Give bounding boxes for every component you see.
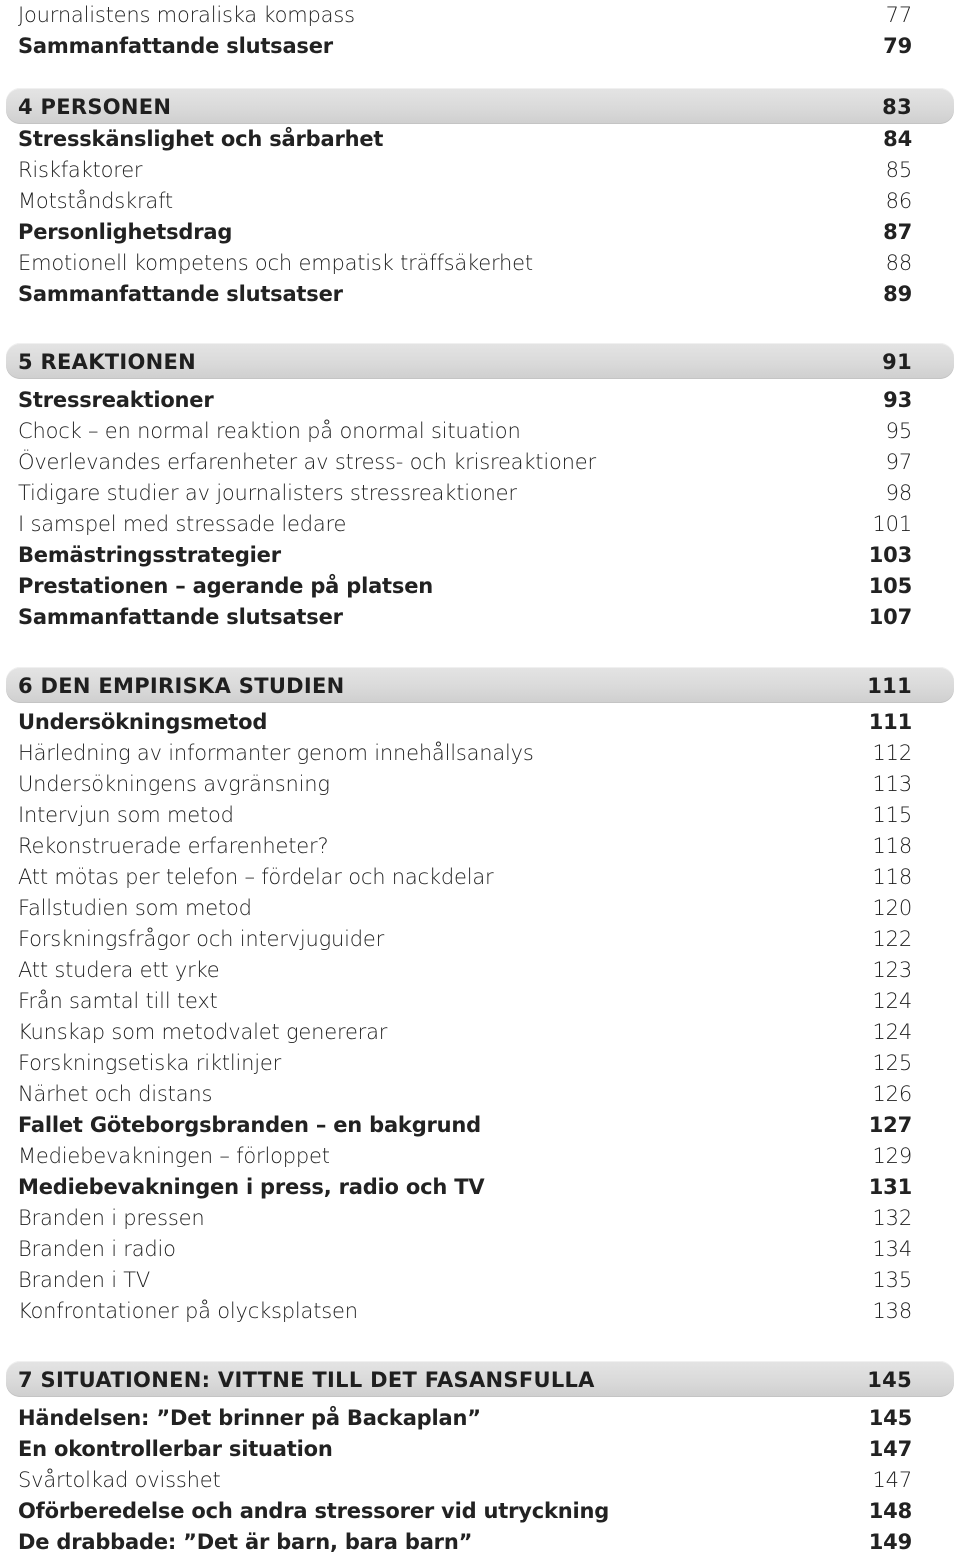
toc-entry-page: 122 — [872, 926, 912, 951]
toc-entry-title: Forskningsetiska riktlinjer — [18, 1050, 282, 1075]
toc-row — [18, 985, 912, 1016]
toc-row — [18, 768, 912, 799]
toc-row — [18, 1109, 912, 1140]
toc-entry-page: 97 — [885, 449, 912, 474]
toc-entry-page: 93 — [883, 387, 912, 412]
toc-row — [18, 1016, 912, 1047]
toc-entry-title: Forskningsfrågor och intervjuguider — [18, 926, 385, 951]
toc-row — [18, 446, 912, 477]
toc-chapter-row — [18, 1364, 912, 1395]
toc-row — [18, 1233, 912, 1264]
toc-entry-title: Mediebevakningen i press, radio och TV — [18, 1174, 485, 1199]
toc-entry-page: 145 — [868, 1405, 912, 1430]
toc-row — [18, 861, 912, 892]
toc-row — [18, 737, 912, 768]
toc-row — [18, 923, 912, 954]
toc-entry-page: 148 — [868, 1498, 912, 1523]
toc-entry-page: 118 — [872, 833, 912, 858]
toc-row — [18, 1495, 912, 1526]
toc-row — [18, 477, 912, 508]
toc-entry-title: Oförberedelse och andra stressorer vid utryckning — [18, 1498, 610, 1523]
toc-entry-title: Rekonstruerade erfarenheter? — [18, 833, 329, 858]
toc-row — [18, 830, 912, 861]
toc-entry-title: Personlighetsdrag — [18, 219, 233, 244]
toc-row — [18, 539, 912, 570]
toc-entry-page: 147 — [868, 1436, 912, 1461]
toc-entry-title: Riskfaktorer — [18, 157, 143, 182]
toc-entry-title: 7 SITUATIONEN: VITTNE TILL DET FASANSFULLA — [18, 1367, 595, 1392]
toc-entry-title: Stresskänslighet och sårbarhet — [18, 126, 384, 151]
toc-entry-title: Fallet Göteborgsbranden – en bakgrund — [18, 1112, 482, 1137]
toc-entry-page: 84 — [883, 126, 912, 151]
toc-entry-page: 86 — [885, 188, 912, 213]
toc-row — [18, 1202, 912, 1233]
toc-entry-title: De drabbade: ”Det är barn, bara barn” — [18, 1529, 473, 1554]
toc-entry-page: 103 — [868, 542, 912, 567]
toc-entry-page: 129 — [872, 1143, 912, 1168]
toc-row — [18, 30, 912, 61]
toc-entry-page: 124 — [872, 1019, 912, 1044]
toc-entry-page: 147 — [872, 1467, 912, 1492]
toc-row — [18, 601, 912, 632]
toc-entry-title: Undersökningens avgränsning — [18, 771, 330, 796]
toc-entry-page: 115 — [872, 802, 912, 827]
toc-row — [18, 570, 912, 601]
toc-entry-page: 120 — [872, 895, 912, 920]
toc-entry-title: Emotionell kompetens och empatisk träffsäkerhet — [18, 250, 533, 275]
toc-entry-title: Sammanfattande slutsatser — [18, 281, 343, 306]
toc-entry-page: 98 — [885, 480, 912, 505]
toc-entry-title: Överlevandes erfarenheter av stress- och krisreaktioner — [18, 449, 596, 474]
toc-entry-page: 131 — [868, 1174, 912, 1199]
toc-entry-page: 132 — [872, 1205, 912, 1230]
toc-entry-page: 101 — [872, 511, 912, 536]
toc-row — [18, 706, 912, 737]
toc-row — [18, 1171, 912, 1202]
toc-entry-title: Prestationen – agerande på platsen — [18, 573, 433, 598]
toc-entry-title: Konfrontationer på olycksplatsen — [18, 1298, 358, 1323]
toc-row — [18, 1140, 912, 1171]
toc-row — [18, 278, 912, 309]
toc-entry-page: 123 — [872, 957, 912, 982]
toc-entry-title: En okontrollerbar situation — [18, 1436, 333, 1461]
toc-entry-page: 77 — [885, 2, 912, 27]
toc-row — [18, 185, 912, 216]
toc-entry-page: 125 — [872, 1050, 912, 1075]
toc-row — [18, 415, 912, 446]
toc-entry-page: 126 — [872, 1081, 912, 1106]
toc-entry-page: 149 — [868, 1529, 912, 1554]
toc-row — [18, 954, 912, 985]
toc-entry-title: Journalistens moraliska kompass — [18, 2, 355, 27]
toc-entry-title: Stressreaktioner — [18, 387, 214, 412]
toc-entry-title: Från samtal till text — [18, 988, 218, 1013]
toc-entry-page: 89 — [883, 281, 912, 306]
toc-entry-page: 118 — [872, 864, 912, 889]
toc-row — [18, 1402, 912, 1433]
toc-entry-title: Branden i pressen — [18, 1205, 205, 1230]
toc-row — [18, 1047, 912, 1078]
toc-entry-title: Fallstudien som metod — [18, 895, 252, 920]
toc-row — [18, 384, 912, 415]
toc-entry-page: 105 — [868, 573, 912, 598]
toc-entry-page: 107 — [868, 604, 912, 629]
toc-entry-page: 91 — [882, 349, 912, 374]
toc-entry-page: 87 — [883, 219, 912, 244]
toc-chapter-row — [18, 346, 912, 377]
toc-entry-page: 88 — [885, 250, 912, 275]
toc-entry-page: 138 — [872, 1298, 912, 1323]
toc-chapter-row — [18, 91, 912, 122]
toc-row — [18, 154, 912, 185]
toc-entry-page: 124 — [872, 988, 912, 1013]
toc-entry-title: Bemästringsstrategier — [18, 542, 281, 567]
toc-row — [18, 1295, 912, 1326]
toc-entry-page: 83 — [882, 94, 912, 119]
toc-entry-page: 111 — [868, 709, 912, 734]
toc-entry-page: 85 — [885, 157, 912, 182]
toc-entry-page: 127 — [868, 1112, 912, 1137]
toc-row — [18, 216, 912, 247]
toc-entry-title: Härledning av informanter genom innehållsanalys — [18, 740, 534, 765]
toc-entry-title: Sammanfattande slutsaser — [18, 33, 333, 58]
toc-entry-title: Svårtolkad ovisshet — [18, 1467, 221, 1492]
toc-entry-title: 5 REAKTIONEN — [18, 349, 197, 374]
toc-entry-title: Motståndskraft — [18, 188, 173, 213]
toc-row — [18, 1433, 912, 1464]
toc-entry-title: Händelsen: ”Det brinner på Backaplan” — [18, 1405, 481, 1430]
toc-entry-page: 113 — [872, 771, 912, 796]
toc-entry-title: Mediebevakningen – förloppet — [18, 1143, 330, 1168]
toc-row — [18, 799, 912, 830]
toc-entry-page: 112 — [872, 740, 912, 765]
toc-entry-title: Chock – en normal reaktion på onormal situation — [18, 418, 521, 443]
toc-entry-title: Branden i radio — [18, 1236, 176, 1261]
toc-entry-title: Branden i TV — [18, 1267, 151, 1292]
toc-row — [18, 1526, 912, 1557]
toc-row — [18, 0, 912, 30]
toc-row — [18, 508, 912, 539]
toc-entry-page: 79 — [883, 33, 912, 58]
toc-entry-title: Intervjun som metod — [18, 802, 234, 827]
toc-row — [18, 1264, 912, 1295]
toc-entry-title: Sammanfattande slutsatser — [18, 604, 343, 629]
toc-entry-page: 111 — [867, 673, 912, 698]
toc-entry-title: I samspel med stressade ledare — [18, 511, 347, 536]
toc-entry-title: Närhet och distans — [18, 1081, 213, 1106]
toc-entry-title: Att mötas per telefon – fördelar och nackdelar — [18, 864, 494, 889]
toc-entry-page: 95 — [885, 418, 912, 443]
toc-row — [18, 247, 912, 278]
toc-entry-page: 134 — [872, 1236, 912, 1261]
toc-entry-title: 4 PERSONEN — [18, 94, 172, 119]
toc-row — [18, 123, 912, 154]
toc-entry-title: Att studera ett yrke — [18, 957, 220, 982]
toc-entry-title: 6 DEN EMPIRISKA STUDIEN — [18, 673, 345, 698]
toc-entry-page: 145 — [867, 1367, 912, 1392]
toc-entry-title: Kunskap som metodvalet genererar — [18, 1019, 388, 1044]
toc-entry-title: Tidigare studier av journalisters stressreaktioner — [18, 480, 517, 505]
toc-entry-page: 135 — [872, 1267, 912, 1292]
toc-entry-title: Undersökningsmetod — [18, 709, 268, 734]
toc-row — [18, 1078, 912, 1109]
toc-row — [18, 892, 912, 923]
toc-row — [18, 1464, 912, 1495]
toc-chapter-row — [18, 670, 912, 701]
